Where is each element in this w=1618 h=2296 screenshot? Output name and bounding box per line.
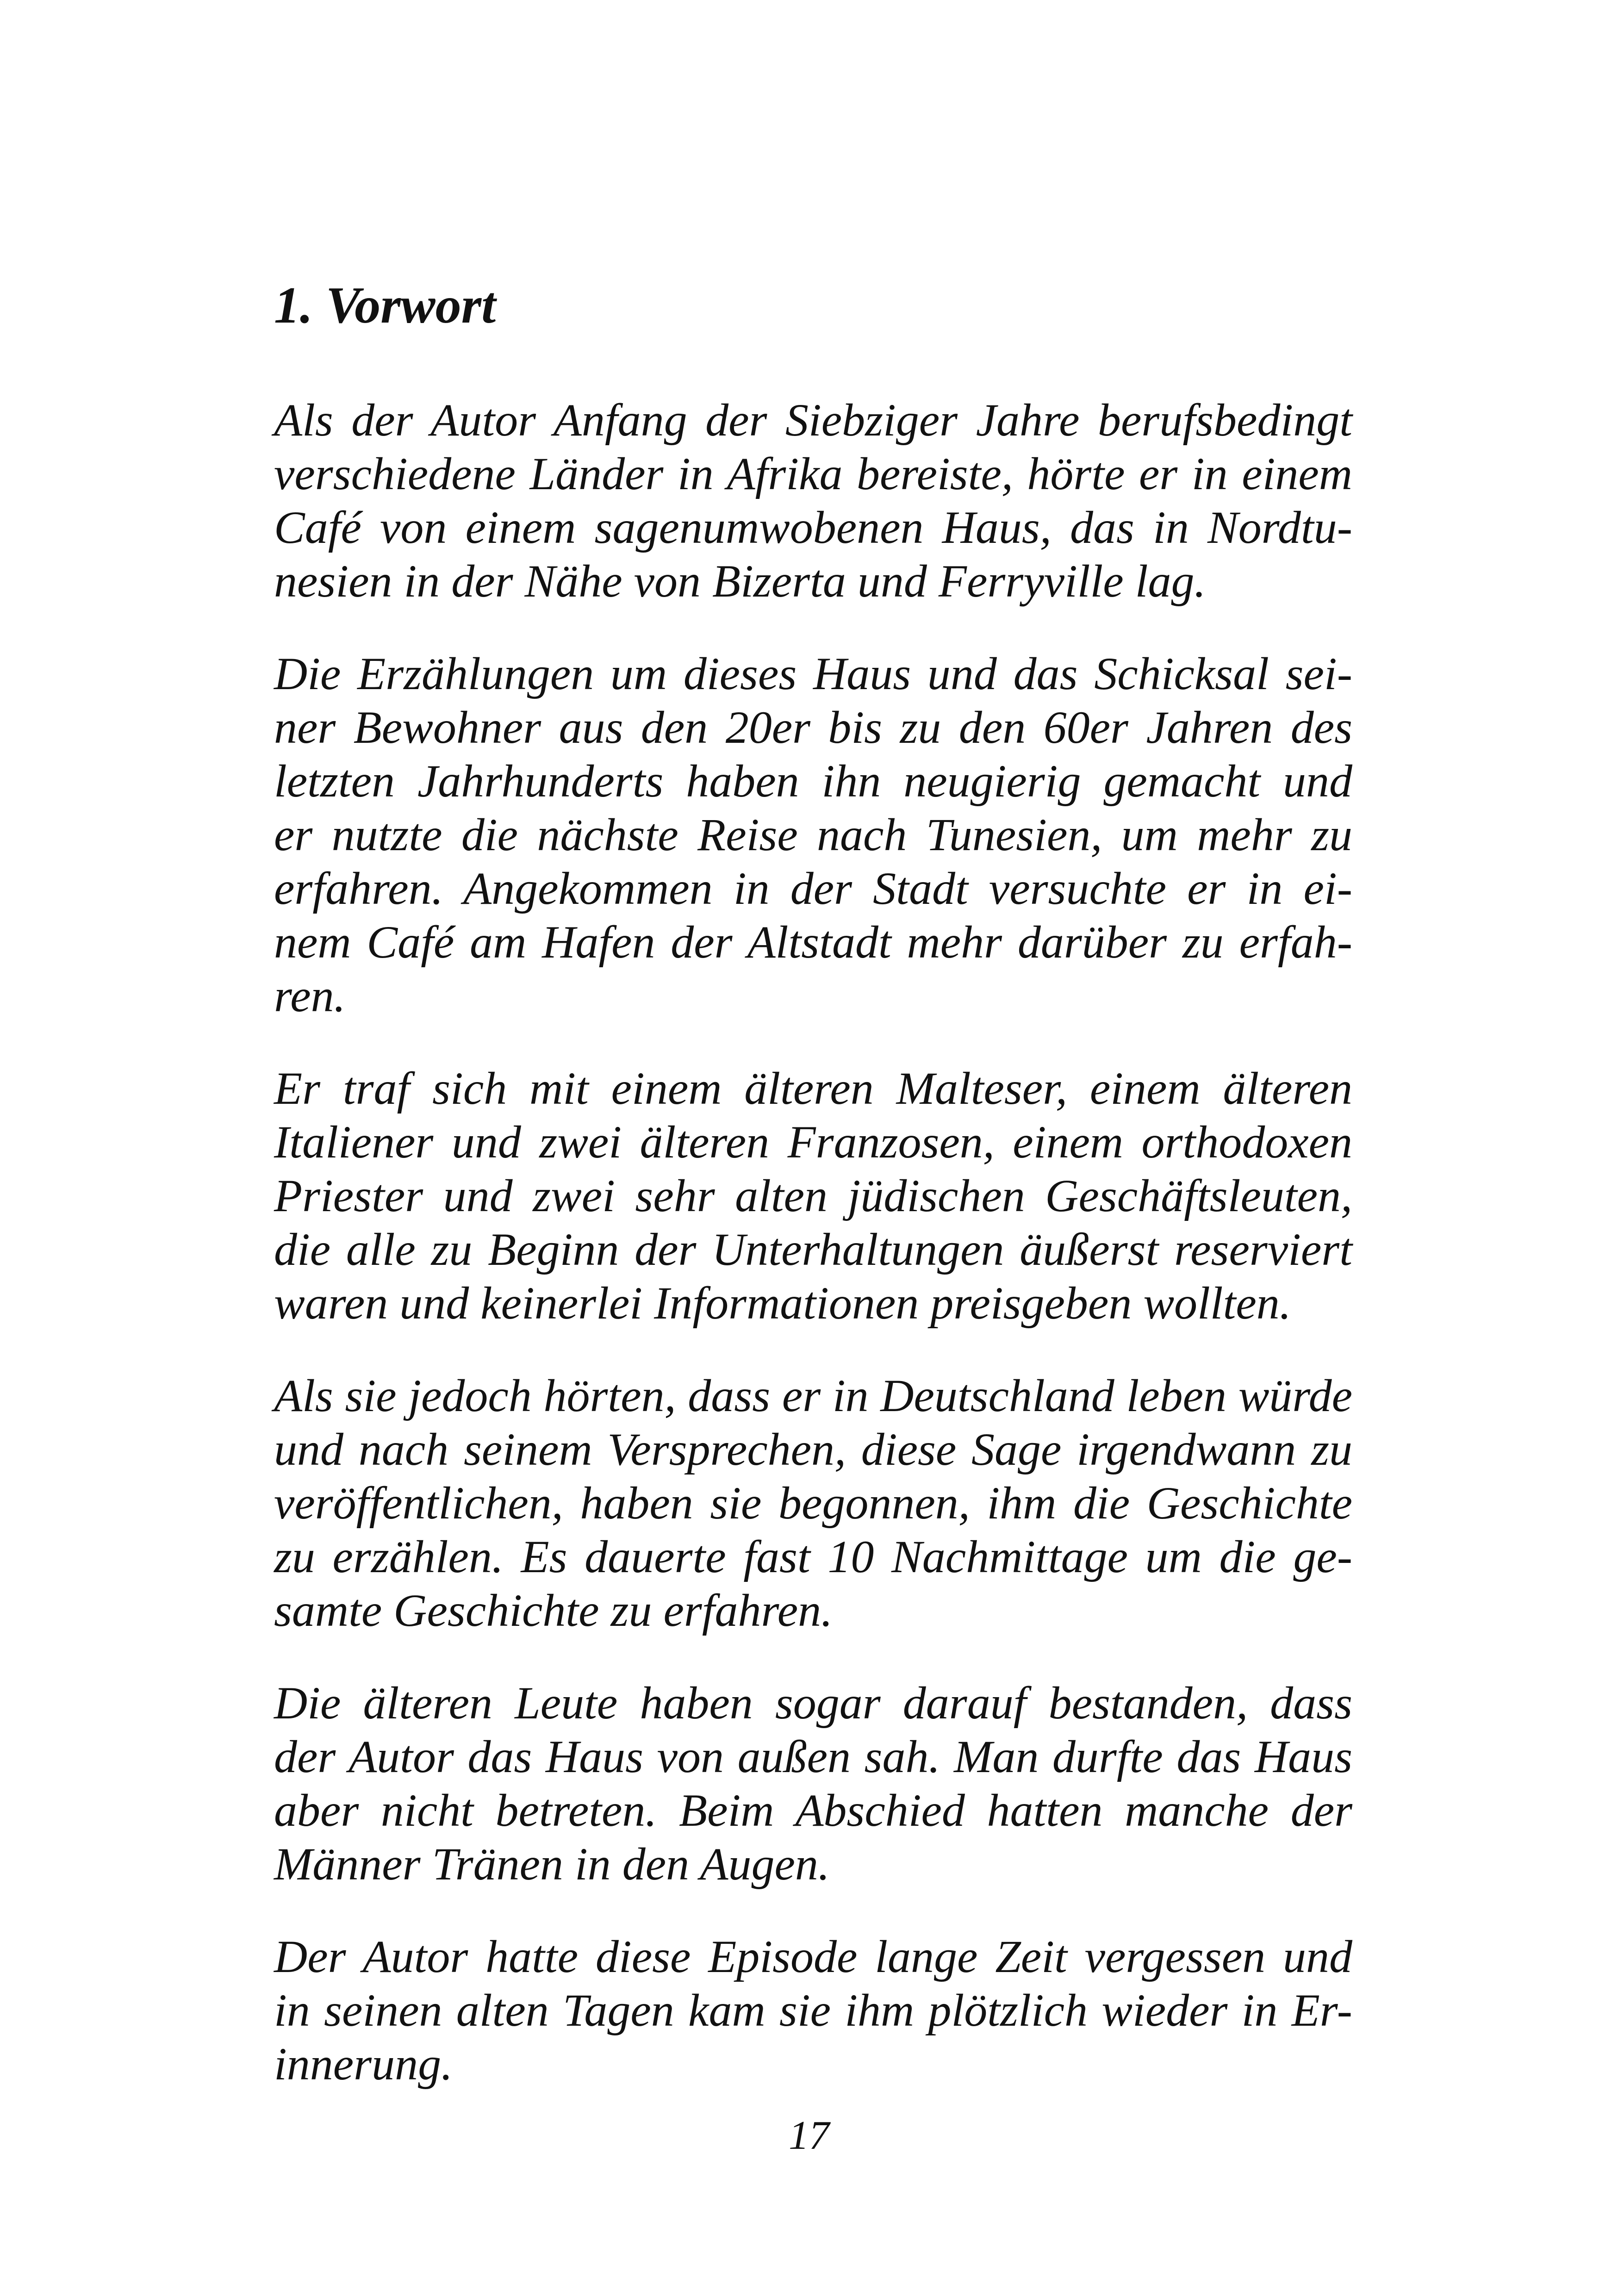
page-number: 17: [789, 2113, 829, 2158]
text-line: verschiedene Länder in Afrika bereiste, hörte er in einem: [274, 448, 1352, 499]
text-line: ren.: [274, 970, 346, 1021]
paragraph: [274, 393, 1352, 608]
text-line: er nutzte die nächste Reise nach Tunesien, um mehr zu: [274, 809, 1352, 860]
text-line: Männer Tränen in den Augen.: [274, 1838, 830, 1890]
text-line: nem Café am Hafen der Altstadt mehr darüber zu erfah-: [274, 916, 1352, 968]
paragraph: [274, 1676, 1352, 1891]
text-line: letzten Jahrhunderts haben ihn neugierig gemacht und: [274, 755, 1352, 807]
text-line: Der Autor hatte diese Episode lange Zeit vergessen und: [274, 1931, 1352, 1982]
paragraph: [274, 1369, 1352, 1637]
text-line: aber nicht betreten. Beim Abschied hatten manche der: [274, 1785, 1352, 1836]
text-line: ner Bewohner aus den 20er bis zu den 60er Jahren des: [274, 702, 1352, 753]
text-line: zu erzählen. Es dauerte fast 10 Nachmittage um die ge-: [274, 1531, 1352, 1582]
body-text: [274, 393, 1352, 2130]
text-line: in seinen alten Tagen kam sie ihm plötzlich wieder in Er-: [274, 1985, 1352, 2036]
text-line: Als sie jedoch hörten, dass er in Deutschland leben würde: [274, 1370, 1352, 1421]
text-line: der Autor das Haus von außen sah. Man durfte das Haus: [274, 1731, 1352, 1782]
paragraph: [274, 1062, 1352, 1330]
text-line: Die Erzählungen um dieses Haus und das Schicksal sei-: [274, 648, 1352, 699]
text-line: die alle zu Beginn der Unterhaltungen äußerst reserviert: [274, 1224, 1352, 1275]
text-line: Die älteren Leute haben sogar darauf bestanden, dass: [274, 1677, 1352, 1729]
text-line: Café von einem sagenumwobenen Haus, das in Nordtu-: [274, 502, 1352, 553]
text-line: und nach seinem Versprechen, diese Sage irgendwann zu: [274, 1424, 1352, 1475]
paragraph: [274, 647, 1352, 1023]
text-line: veröffentlichen, haben sie begonnen, ihm die Geschichte: [274, 1477, 1352, 1529]
text-line: Italiener und zwei älteren Franzosen, einem orthodoxen: [274, 1116, 1352, 1168]
chapter-heading: 1. Vorwort: [274, 277, 496, 334]
text-line: Er traf sich mit einem älteren Malteser, einem älteren: [274, 1063, 1352, 1114]
text-line: innerung.: [274, 2038, 453, 2090]
text-line: samte Geschichte zu erfahren.: [274, 1585, 833, 1636]
paragraph: [274, 1930, 1352, 2091]
text-line: waren und keinerlei Informationen preisgeben wollten.: [274, 1277, 1291, 1329]
text-line: Als der Autor Anfang der Siebziger Jahre berufsbedingt: [274, 394, 1352, 446]
text-line: nesien in der Nähe von Bizerta und Ferryville lag.: [274, 555, 1206, 607]
text-line: erfahren. Angekommen in der Stadt versuchte er in ei-: [274, 863, 1352, 914]
text-line: Priester und zwei sehr alten jüdischen Geschäftsleuten,: [274, 1170, 1352, 1221]
